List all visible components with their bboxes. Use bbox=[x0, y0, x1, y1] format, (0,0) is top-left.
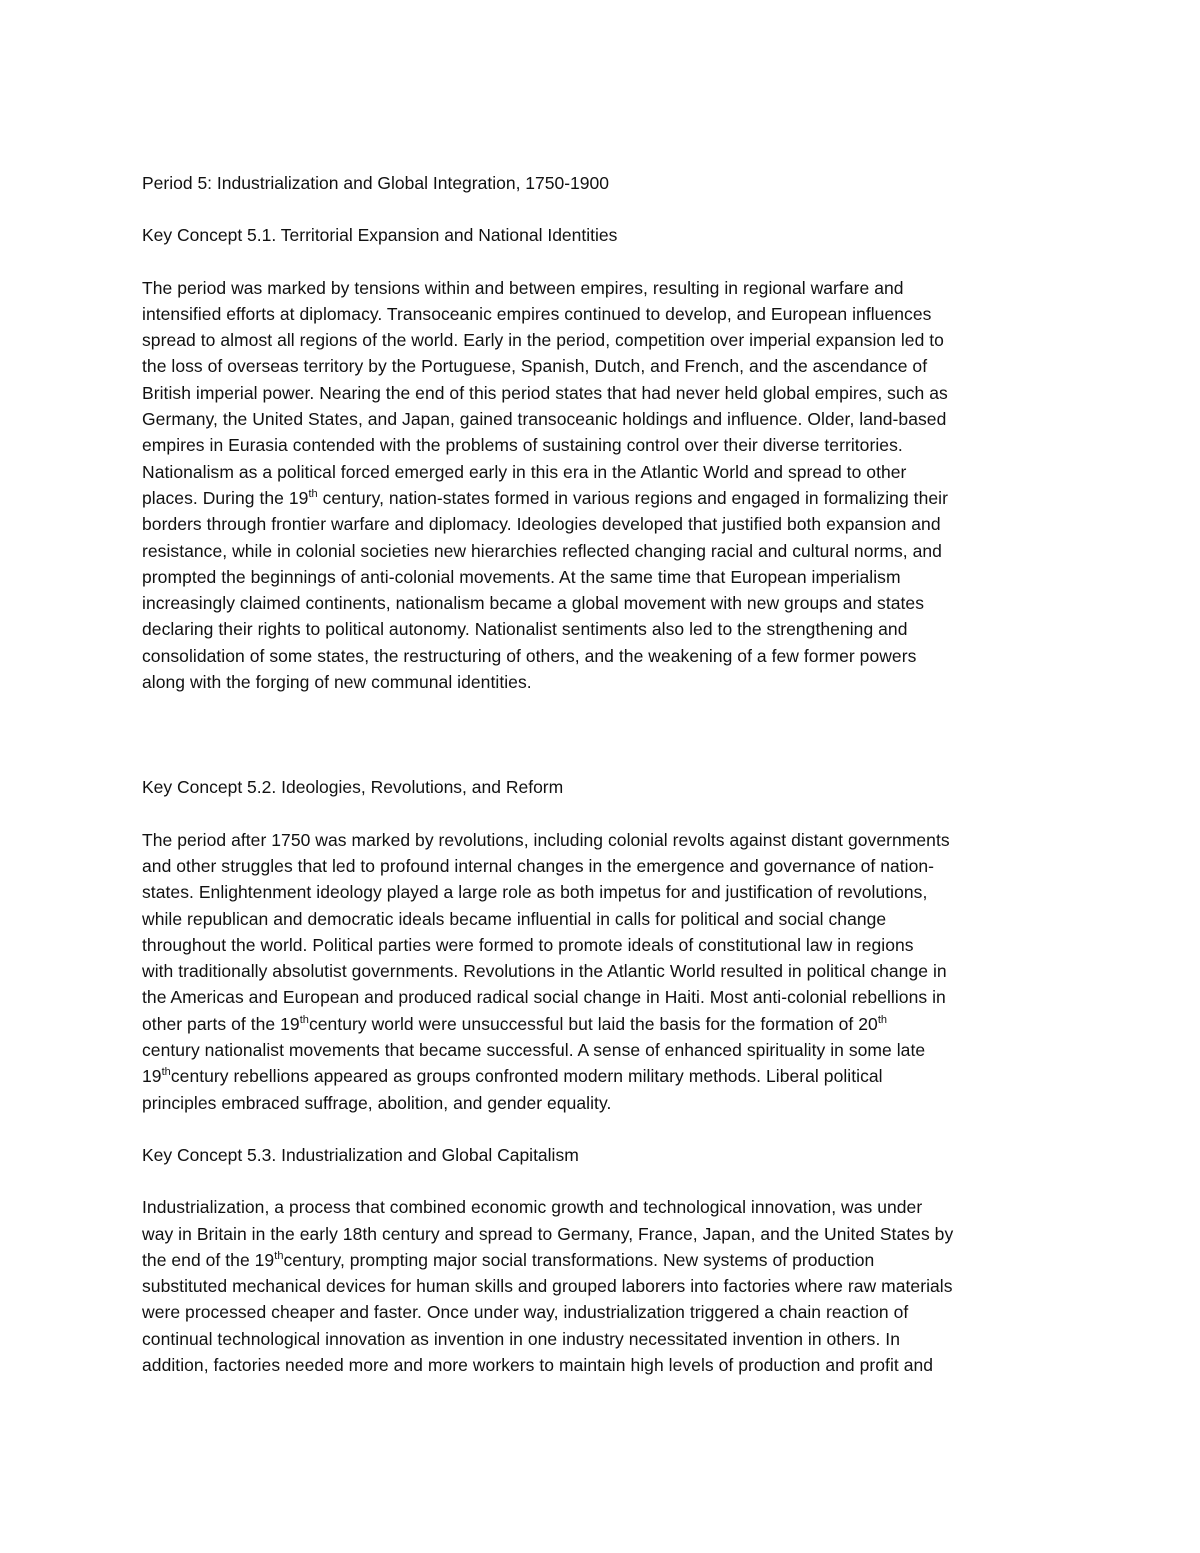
paragraph-line: consolidation of some states, the restructuring of others, and the weakening of a few former powers bbox=[142, 645, 917, 666]
paragraph-line: and other struggles that led to profound internal changes in the emergence and governance of nation- bbox=[142, 855, 935, 876]
section-5-2 bbox=[142, 774, 1062, 1116]
paragraph-line: century nationalist movements that became successful. A sense of enhanced spirituality in some late bbox=[142, 1040, 926, 1061]
paragraph-line: substituted mechanical devices for human skills and grouped laborers into factories where raw materials bbox=[142, 1276, 953, 1297]
paragraph-line: increasingly claimed continents, nationalism became a global movement with new groups and states bbox=[142, 593, 925, 614]
paragraph-line: the loss of overseas territory by the Portuguese, Spanish, Dutch, and French, and the ascendance of bbox=[142, 356, 928, 377]
paragraph-line: other parts of the 19thcentury world were unsuccessful but laid the basis for the formation of 20th bbox=[142, 1013, 888, 1034]
superscript: th bbox=[274, 1249, 284, 1262]
paragraph-line: way in Britain in the early 18th century and spread to Germany, France, Japan, and the United States by bbox=[142, 1223, 954, 1244]
paragraph-line: declaring their rights to political autonomy. Nationalist sentiments also led to the strengthening and bbox=[142, 619, 908, 640]
section-heading: Key Concept 5.2. Ideologies, Revolutions, and Reform bbox=[142, 777, 564, 798]
paragraph-line: were processed cheaper and faster. Once under way, industrialization triggered a chain reaction of bbox=[142, 1302, 909, 1323]
paragraph-line: 19thcentury rebellions appeared as groups confronted modern military methods. Liberal political bbox=[142, 1066, 883, 1087]
section-heading: Key Concept 5.1. Territorial Expansion and National Identities bbox=[142, 225, 618, 246]
paragraph-line: spread to almost all regions of the world. Early in the period, competition over imperial expansion led to bbox=[142, 330, 944, 351]
document-page bbox=[142, 170, 1062, 1378]
paragraph-line: prompted the beginnings of anti-colonial movements. At the same time that European imperialism bbox=[142, 566, 901, 587]
section-5-1 bbox=[142, 222, 1062, 695]
superscript: th bbox=[877, 1013, 888, 1026]
paragraph-line: principles embraced suffrage, abolition, and gender equality. bbox=[142, 1092, 612, 1113]
paragraph-line: Industrialization, a process that combined economic growth and technological innovation, was under bbox=[142, 1197, 923, 1218]
paragraph-line: British imperial power. Nearing the end of this period states that had never held global empires, such as bbox=[142, 382, 948, 403]
paragraph-line: Nationalism as a political forced emerged early in this era in the Atlantic World and spread to other bbox=[142, 461, 907, 482]
paragraph-line: empires in Eurasia contended with the problems of sustaining control over their diverse territories. bbox=[142, 435, 903, 456]
section-paragraph bbox=[142, 275, 1062, 696]
paragraph-line: intensified efforts at diplomacy. Transoceanic empires continued to develop, and European influences bbox=[142, 303, 932, 324]
period-title: Period 5: Industrialization and Global Integration, 1750-1900 bbox=[142, 173, 609, 193]
paragraph-line: throughout the world. Political parties were formed to promote ideals of constitutional law in regions bbox=[142, 934, 914, 955]
paragraph-line: addition, factories needed more and more workers to maintain high levels of production and profit and bbox=[142, 1354, 934, 1375]
superscript: th bbox=[161, 1066, 171, 1079]
paragraph-line: the Americas and European and produced radical social change in Haiti. Most anti-colonial rebellions in bbox=[142, 987, 946, 1008]
paragraph-line: The period after 1750 was marked by revolutions, including colonial revolts against distant governments bbox=[142, 829, 950, 850]
paragraph-line: with traditionally absolutist governments. Revolutions in the Atlantic World resulted in political change in bbox=[142, 961, 947, 982]
section-paragraph bbox=[142, 1194, 1062, 1378]
superscript: th bbox=[308, 487, 318, 500]
paragraph-line: the end of the 19thcentury, prompting major social transformations. New systems of production bbox=[142, 1249, 875, 1270]
paragraph-line: states. Enlightenment ideology played a large role as both impetus for and justification of revolutions, bbox=[142, 882, 928, 903]
paragraph-line: continual technological innovation as invention in one industry necessitated invention in others. In bbox=[142, 1328, 900, 1349]
paragraph-line: places. During the 19th century, nation-states formed in various regions and engaged in formalizing their bbox=[142, 487, 948, 508]
paragraph-line: along with the forging of new communal identities. bbox=[142, 672, 532, 693]
section-paragraph bbox=[142, 827, 1062, 1116]
paragraph-line: borders through frontier warfare and diplomacy. Ideologies developed that justified both expansion and bbox=[142, 514, 941, 535]
section-5-3 bbox=[142, 1142, 1062, 1378]
paragraph-line: resistance, while in colonial societies new hierarchies reflected changing racial and cultural norms, and bbox=[142, 540, 942, 561]
paragraph-line: The period was marked by tensions within and between empires, resulting in regional warfare and bbox=[142, 277, 904, 298]
paragraph-line: while republican and democratic ideals became influential in calls for political and social change bbox=[142, 908, 887, 929]
superscript: th bbox=[299, 1013, 309, 1026]
paragraph-line: Germany, the United States, and Japan, gained transoceanic holdings and influence. Older, land-based bbox=[142, 409, 947, 430]
section-heading: Key Concept 5.3. Industrialization and Global Capitalism bbox=[142, 1144, 579, 1165]
